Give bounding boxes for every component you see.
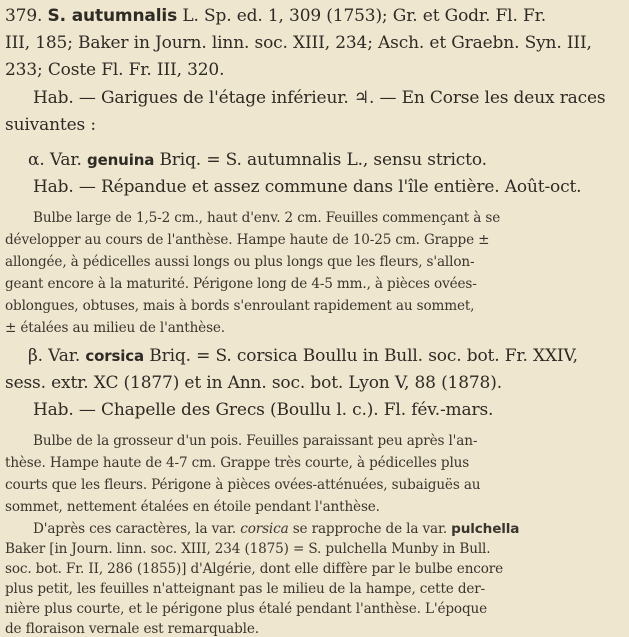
note-text: se rapproche de la var. — [292, 521, 447, 537]
description-line: geant encore à la maturité. Périgone long de 4-5 mm., à pièces ovées- — [5, 276, 477, 292]
note-line: de floraison vernale est remarquable. — [5, 621, 259, 637]
citation-line: III, 185; Baker in Journ. linn. soc. XIII, 234; Asch. et Graebn. Syn. III, — [5, 33, 592, 53]
description-line: ± étalées au milieu de l'anthèse. — [5, 320, 225, 336]
description-line: oblongues, obtuses, mais à bords s'enroulant rapidement au sommet, — [5, 298, 475, 314]
variety-heading — [28, 346, 578, 366]
variety-name: corsica — [85, 347, 145, 365]
note-line: nière plus courte, et le périgone plus étalé pendant l'anthèse. L'époque — [5, 601, 487, 617]
description-line: courts que les fleurs. Périgone à pièces ovées-atténuées, subaiguës au — [5, 477, 481, 493]
habitat-line: Hab. — Garigues de l'étage inférieur. ♃. — En Corse les deux races — [33, 88, 606, 108]
description-line: développer au cours de l'anthèse. Hampe haute de 10-25 cm. Grappe ± — [5, 232, 490, 248]
variety-prefix: β. Var. — [28, 346, 81, 366]
entry-number: 379. — [5, 6, 43, 26]
note-line: soc. bot. Fr. II, 286 (1855)] d'Algérie, dont elle diffère par le bulbe encore — [5, 561, 504, 577]
note-variety-bold: pulchella — [451, 521, 520, 537]
entry-heading-line — [5, 6, 546, 26]
citation-line: 233; Coste Fl. Fr. III, 320. — [5, 60, 225, 80]
description-line: sommet, nettement étalées en étoile pendant l'anthèse. — [5, 499, 380, 515]
note-line: Baker [in Journ. linn. soc. XIII, 234 (1875) = S. pulchella Munby in Bull. — [5, 541, 491, 557]
note-text: D'après ces caractères, la var. — [33, 521, 237, 537]
species-name: S. autumnalis — [47, 6, 178, 26]
description-line: thèse. Hampe haute de 4-7 cm. Grappe très courte, à pédicelles plus — [5, 455, 470, 471]
variety-heading — [28, 150, 487, 170]
note-variety: corsica — [240, 521, 289, 537]
note-line — [33, 521, 519, 537]
habitat-line: suivantes : — [5, 115, 96, 135]
habitat-line: Hab. — Répandue et assez commune dans l'île entière. Août-oct. — [33, 177, 582, 197]
variety-name: genuina — [87, 151, 155, 169]
note-line: plus petit, les feuilles n'atteignant pas le milieu de la hampe, cette der- — [5, 581, 486, 597]
description-line: Bulbe de la grosseur d'un pois. Feuilles paraissant peu après l'an- — [33, 433, 478, 449]
description-line: Bulbe large de 1,5-2 cm., haut d'env. 2 cm. Feuilles commençant à se — [33, 210, 501, 226]
variety-synonymy: Briq. = S. corsica Boullu in Bull. soc. bot. Fr. XXIV, — [149, 346, 578, 366]
citation-text: L. Sp. ed. 1, 309 (1753); Gr. et Godr. Fl. Fr. — [182, 6, 546, 26]
habitat-line: Hab. — Chapelle des Grecs (Boullu l. c.). Fl. fév.-mars. — [33, 400, 494, 420]
variety-synonymy: Briq. = S. autumnalis L., sensu stricto. — [159, 150, 487, 170]
variety-prefix: α. Var. — [28, 150, 82, 170]
citation-line: sess. extr. XC (1877) et in Ann. soc. bot. Lyon V, 88 (1878). — [5, 373, 502, 393]
description-line: allongée, à pédicelles aussi longs ou plus longs que les fleurs, s'allon- — [5, 254, 475, 270]
